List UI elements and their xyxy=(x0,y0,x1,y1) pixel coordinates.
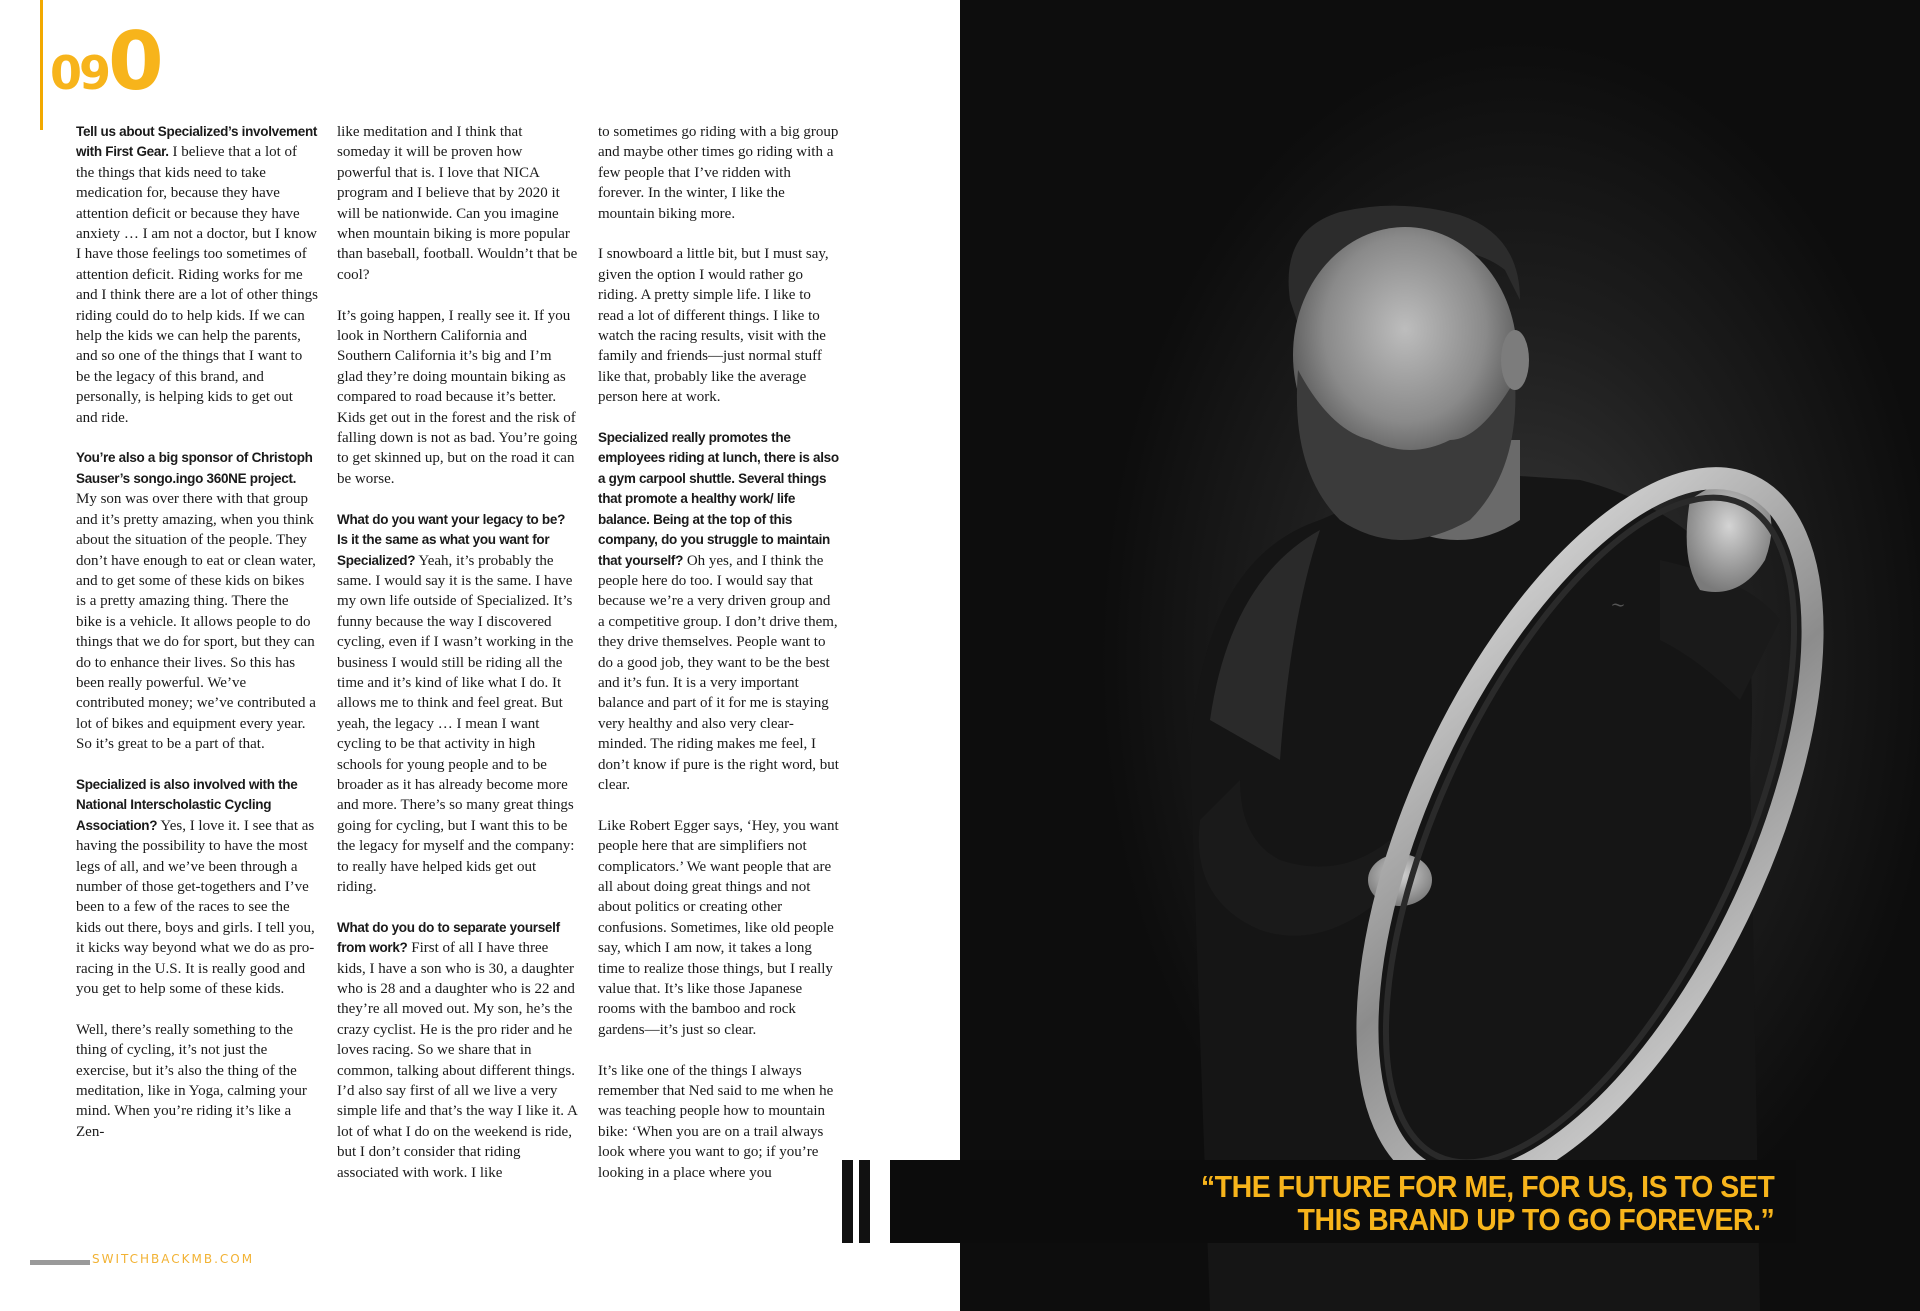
pull-quote-line-1: “THE FUTURE FOR ME, FOR US, IS TO SET xyxy=(1200,1169,1774,1204)
pull-quote-bar xyxy=(859,1160,870,1243)
site-url: SWITCHBACKMB.COM xyxy=(92,1252,255,1266)
answer: Well, there’s really something to the thing of cycling, it’s not just the exercise, but it’s also the thing of the meditation, like in Yoga, calming your mind. When you’re riding it’s like a Zen- xyxy=(76,1021,307,1140)
answer: Yeah, it’s probably the same. I would say it is the same. I have my own life outside of Specialized. It’s funny because the way I discovered cycling, even if I wasn’t working in the business I would still be riding all the time and it’s kind of like what I do. It allows me to think and feel great. But yeah, the legacy … I mean I want cycling to be that activity in high schools for young people and to be broader as it has already become more and more. There’s so many great things going for cycling, but I want this to be the legacy for myself and the company: to really have helped kids get out riding. xyxy=(337,552,575,895)
page-number-small: 09 xyxy=(50,46,109,100)
article-column-2 xyxy=(337,122,579,1203)
page-number-rule xyxy=(40,0,43,130)
paragraph xyxy=(76,122,318,428)
answer: First of all I have three kids, I have a son who is 30, a daughter who is 28 and a daughter who is 22 and they’re all moved out. My son, he’s the crazy cyclist. He is the pro rider and he loves racing. So we share that in common, talking about different things. I’d also say first of all we live a very simple life and that’s the way I like it. A lot of what I do on the weekend is ride, but I don’t consider that riding associated with work. I like xyxy=(337,940,577,1181)
paragraph xyxy=(76,448,318,754)
pull-quote xyxy=(890,1160,1796,1243)
paragraph xyxy=(598,122,840,224)
question: What do you do to separate yourself from work? xyxy=(337,919,560,956)
answer: I snowboard a little bit, but I must say, given the option I would rather go riding. A pretty simple life. I like to read a lot of different things. I like to watch the racing results, visit with the family and friends—just normal stuff like that, probably like the average person here at work. xyxy=(598,246,829,406)
answer: Like Robert Egger says, ‘Hey, you want people here that are simplifiers not complicators.’ We want people that are all about doing great things and not about politics or creating other confusions. Sometimes, like old people say, which I am now, it takes a long time to realize those things, but I really value that. It’s like those Japanese rooms with the bamboo and rock gardens—it’s just so clear. xyxy=(598,817,839,1038)
answer: Yes, I love it. I see that as having the possibility to have the most legs of all, and we’ve been through a number of those get-togethers and I’ve been to a few of the races to see the kids out there, boys and girls. I tell you, it kicks way beyond what we do as pro-racing in the U.S. It is really good and you get to help some of these kids. xyxy=(76,817,315,998)
paragraph xyxy=(598,1061,840,1183)
paragraph xyxy=(598,816,840,1040)
question: Specialized really promotes the employees riding at lunch, there is also a gym carpool shuttle. Several things that promote a healthy work/ life balance. Being at the top of this company, do you struggle to maintain that yourself? xyxy=(598,430,839,568)
paragraph xyxy=(598,244,840,407)
pull-quote-text xyxy=(1201,1170,1774,1236)
answer: like meditation and I think that someday it will be proven how powerful that is. I love that NICA program and I believe that by 2020 it will be nationwide. Can you imagine when mountain biking is more popular than baseball, football. Wouldn’t that be cool? xyxy=(337,124,578,283)
question: You’re also a big sponsor of Christoph Sauser’s songo.ingo 360NE project. xyxy=(76,450,313,486)
answer: Oh yes, and I think the people here do too. I would say that because we’re a very driven group and a competitive group. I don’t drive them, they drive themselves. People want to do a good job, they want to be the best and it’s fun. It is a very important balance and part of it for me is staying very healthy and also very clear-minded. The riding makes me feel, I don’t know if pure is the right word, but clear. xyxy=(598,552,839,793)
portrait-illustration xyxy=(960,0,1920,1311)
pull-quote-line-2: THIS BRAND UP TO GO FOREVER.” xyxy=(1297,1202,1774,1237)
answer: to sometimes go riding with a big group and maybe other times go riding with a few people that I’ve ridden with forever. In the winter, I like the mountain biking more. xyxy=(598,124,839,222)
paragraph xyxy=(337,918,579,1183)
paragraph xyxy=(337,510,579,898)
answer: It’s like one of the things I always remember that Ned said to me when he was teaching people how to mountain bike: ‘When you are on a trail always look where you want to go; if you’re looking in a place where you xyxy=(598,1062,834,1181)
footer-rule xyxy=(30,1260,90,1265)
paragraph xyxy=(76,775,318,999)
paragraph xyxy=(598,428,840,795)
portrait-photo xyxy=(960,0,1920,1311)
answer: My son was over there with that group and it’s pretty amazing, when you think about the situation of the people. They don’t have enough to eat or clean water, and to get some of these kids on bikes is a pretty amazing thing. There the bike is a vehicle. It allows people to do things that we do for sport, but they can do to enhance their lives. So this has been really powerful. We’ve contributed money; we’ve contributed a lot of bikes and equipment every year. So it’s great to be a part of that. xyxy=(76,491,316,753)
paragraph xyxy=(337,122,579,285)
article-column-1 xyxy=(76,122,318,1163)
pull-quote-bars xyxy=(842,1160,872,1243)
answer: It’s going happen, I really see it. If you look in Northern California and Southern California it’s big and I’m glad they’re doing mountain biking as compared to road because it’s better. Kids get out in the forest and the risk of falling down is not as bad. You’re going to get skinned up, but on the road it can be worse. xyxy=(337,307,578,487)
article-column-3 xyxy=(598,122,840,1203)
paragraph xyxy=(76,1020,318,1142)
question: What do you want your legacy to be? Is it the same as what you want for Specialized? xyxy=(337,511,566,568)
paragraph xyxy=(337,306,579,490)
jacket-logo: ~ xyxy=(1609,594,1627,617)
pull-quote-bar xyxy=(842,1160,853,1243)
page-number xyxy=(50,15,164,108)
ear-shape xyxy=(1501,330,1529,390)
answer: I believe that a lot of the things that kids need to take medication for, because they have attention deficit or because they have anxiety … I am not a doctor, but I know I have those feelings too sometimes of attention deficit. Riding works for me and I think there are a lot of other things riding could do to help kids. If we can help the kids we can help the parents, and so one of the things that I want to be the legacy of this brand, and personally, is helping kids to get out and ride. xyxy=(76,144,319,426)
page-number-big: 0 xyxy=(108,15,164,108)
question: Tell us about Specialized’s involvement with First Gear. xyxy=(76,124,318,160)
question: Specialized is also involved with the National Interscholastic Cycling Association? xyxy=(76,776,298,833)
